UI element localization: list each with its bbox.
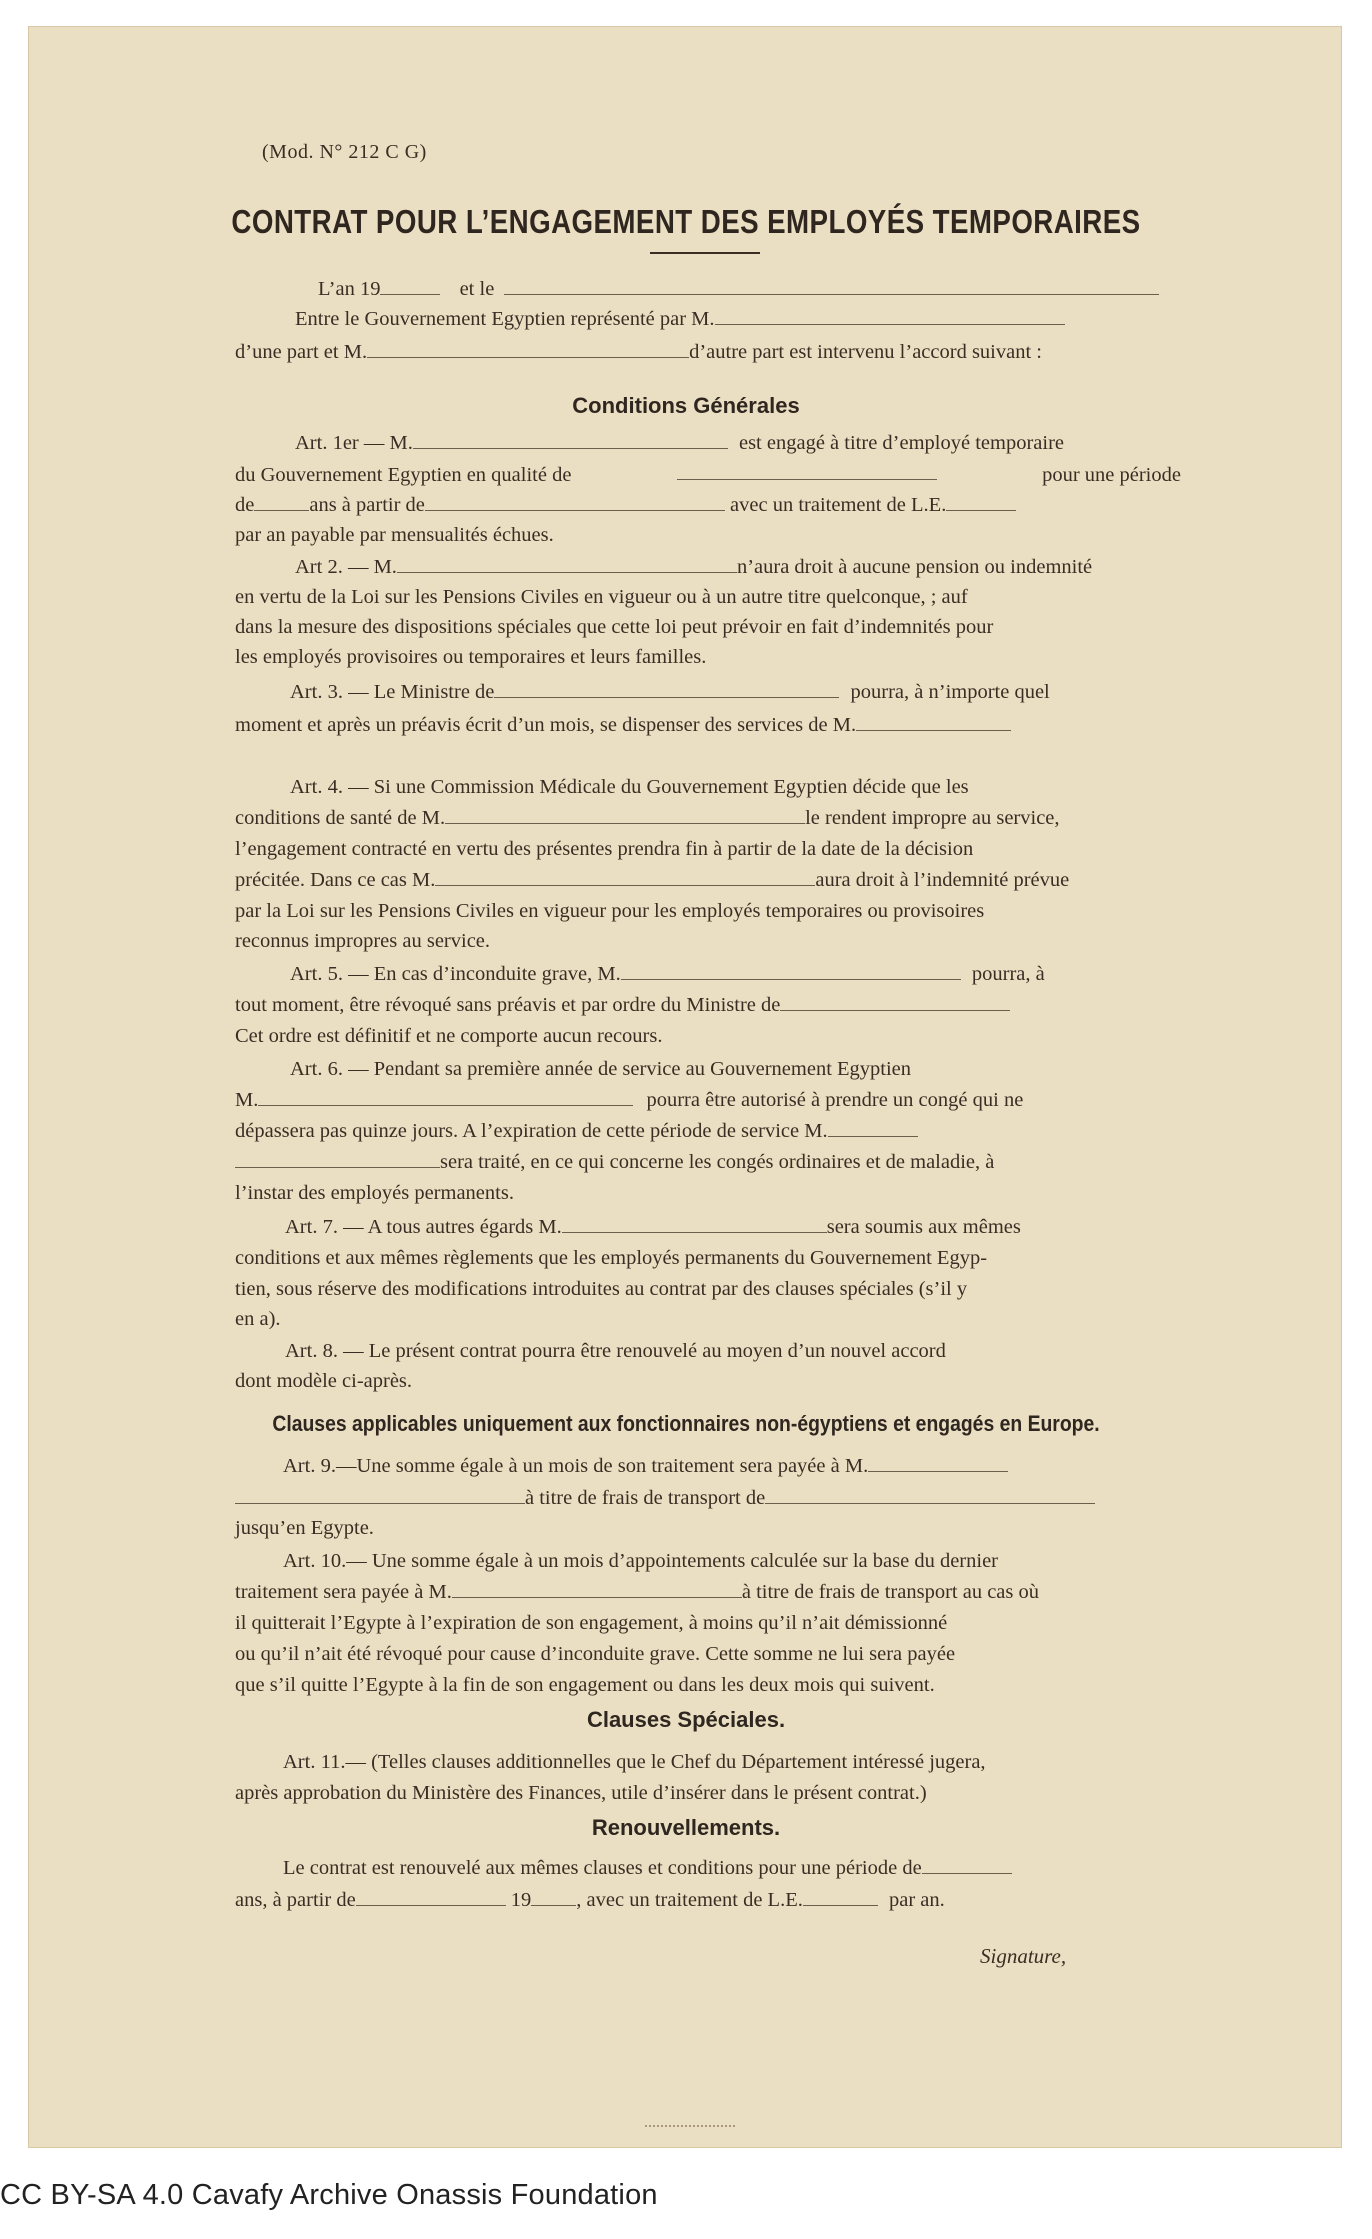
art3-line-1: Art. 3. — Le Ministre de pourra, à n’importe quel [290,681,1050,703]
contract-title: CONTRAT POUR L’ENGAGEMENT DES EMPLOYÉS TEMPORAIRES [231,203,1141,240]
art6-line-1: Art. 6. — Pendant sa première année de service au Gouvernement Egyptien [290,1058,912,1080]
model-number: (Mod. N° 212 C G) [262,141,427,163]
art4-line-6: reconnus impropres au service. [235,930,491,952]
art4-line-5: par la Loi sur les Pensions Civiles en vigueur pour les employés temporaires ou provisoires [235,900,985,922]
art9-line-3: jusqu’en Egypte. [235,1517,374,1539]
title-underline [650,252,760,254]
art5-line-2: tout moment, être révoqué sans préavis et par ordre du Ministre de [235,993,1181,1017]
renewal-line-2: ans, à partir de 19 , avec un traitement de L.E. par an. [235,1889,945,1911]
page-dots-divider [645,2125,735,2127]
art11-line-2: après approbation du Ministère des Finances, utile d’insérer dans le présent contrat.) [235,1782,927,1804]
intro-line-1: L’an 19 et le [235,277,1181,301]
art9-line-1: Art. 9.—Une somme égale à un mois de son traitement sera payée à M. [235,1454,1181,1478]
intro-line-3: d’une part et M. d’autre part est intervenu l’accord suivant : [235,341,1042,363]
art10-line-4: ou qu’il n’ait été révoqué pour cause d’inconduite grave. Cette somme ne lui sera payée [235,1643,956,1665]
art7-line-3: tien, sous réserve des modifications introduites au contrat par des clauses spéciales (s’il y [235,1278,968,1300]
art8-line-2: dont modèle ci-après. [235,1370,413,1392]
intro-line-2: Entre le Gouvernement Egyptien représenté par M. [235,307,1181,331]
art2-line-4: les employés provisoires ou temporaires et leurs familles. [235,646,707,668]
art6-line-5: l’instar des employés permanents. [235,1182,514,1204]
art7-line-2: conditions et aux mêmes règlements que les employés permanents du Gouvernement Egyp- [235,1247,988,1269]
art1-line-1: Art. 1er — M. est engagé à titre d’employé temporaire [295,432,1064,454]
art4-line-1: Art. 4. — Si une Commission Médicale du Gouvernement Egyptien décide que les [290,776,969,798]
art11-line-1: Art. 11.— (Telles clauses additionnelles que le Chef du Département intéressé jugera, [283,1751,986,1773]
heading-general-conditions: Conditions Générales [572,393,800,418]
art2-line-1: Art 2. — M. n’aura droit à aucune pension ou indemnité [295,556,1093,578]
art7-line-1: Art. 7. — A tous autres égards M. sera soumis aux mêmes [285,1216,1021,1238]
art4-line-4: précitée. Dans ce cas M. aura droit à l’indemnité prévue [235,869,1070,891]
heading-europe-clauses: Clauses applicables uniquement aux fonctionnaires non-égyptiens et engagés en Europe. [272,1411,1100,1436]
art4-line-2: conditions de santé de M. le rendent impropre au service, [235,807,1060,829]
art2-line-3: dans la mesure des dispositions spéciales que cette loi peut prévoir en fait d’indemnités pour [235,616,994,638]
license-footer: CC BY-SA 4.0 Cavafy Archive Onassis Foundation [0,2179,658,2211]
heading-renewals: Renouvellements. [591,1815,781,1840]
art7-line-4: en a). [235,1308,281,1330]
art1-line-4: par an payable par mensualités échues. [235,524,554,546]
art3-line-2: moment et après un préavis écrit d’un mois, se dispenser des services de M. [235,713,1181,737]
signature-label: Signature, [980,1944,1067,1968]
art2-line-2: en vertu de la Loi sur les Pensions Civiles en vigueur ou à un autre titre quelconque, ; auf [235,586,968,608]
art1-line-2: du Gouvernement Egyptien en qualité de pour une période [235,464,1181,486]
art4-line-3: l’engagement contracté en vertu des présentes prendra fin à partir de la date de la décision [235,838,974,860]
art10-line-5: que s’il quitte l’Egypte à la fin de son engagement ou dans les deux mois qui suivent. [235,1674,935,1696]
art5-line-3: Cet ordre est définitif et ne comporte aucun recours. [235,1025,663,1047]
art6-line-4: sera traité, en ce qui concerne les congés ordinaires et de maladie, à [235,1150,1181,1174]
art10-line-3: il quitterait l’Egypte à l’expiration de son engagement, à moins qu’il n’ait démissionné [235,1612,948,1634]
art5-line-1: Art. 5. — En cas d’inconduite grave, M. pourra, à [290,963,1045,985]
art10-line-1: Art. 10.— Une somme égale à un mois d’appointements calculée sur la base du dernier [283,1550,998,1572]
heading-special-clauses: Clauses Spéciales. [586,1707,786,1732]
art6-line-2: M. pourra être autorisé à prendre un congé qui ne [235,1089,1024,1111]
art6-line-3: dépassera pas quinze jours. A l’expiration de cette période de service M. [235,1119,1181,1143]
renewal-line-1: Le contrat est renouvelé aux mêmes clauses et conditions pour une période de [235,1856,1181,1880]
art8-line-1: Art. 8. — Le présent contrat pourra être renouvelé au moyen d’un nouvel accord [285,1340,946,1362]
art1-line-3: de ans à partir de avec un traitement de L.E. [235,493,1181,517]
art9-line-2: à titre de frais de transport de [235,1486,1181,1510]
art10-line-2: traitement sera payée à M. à titre de frais de transport au cas où [235,1581,1039,1603]
